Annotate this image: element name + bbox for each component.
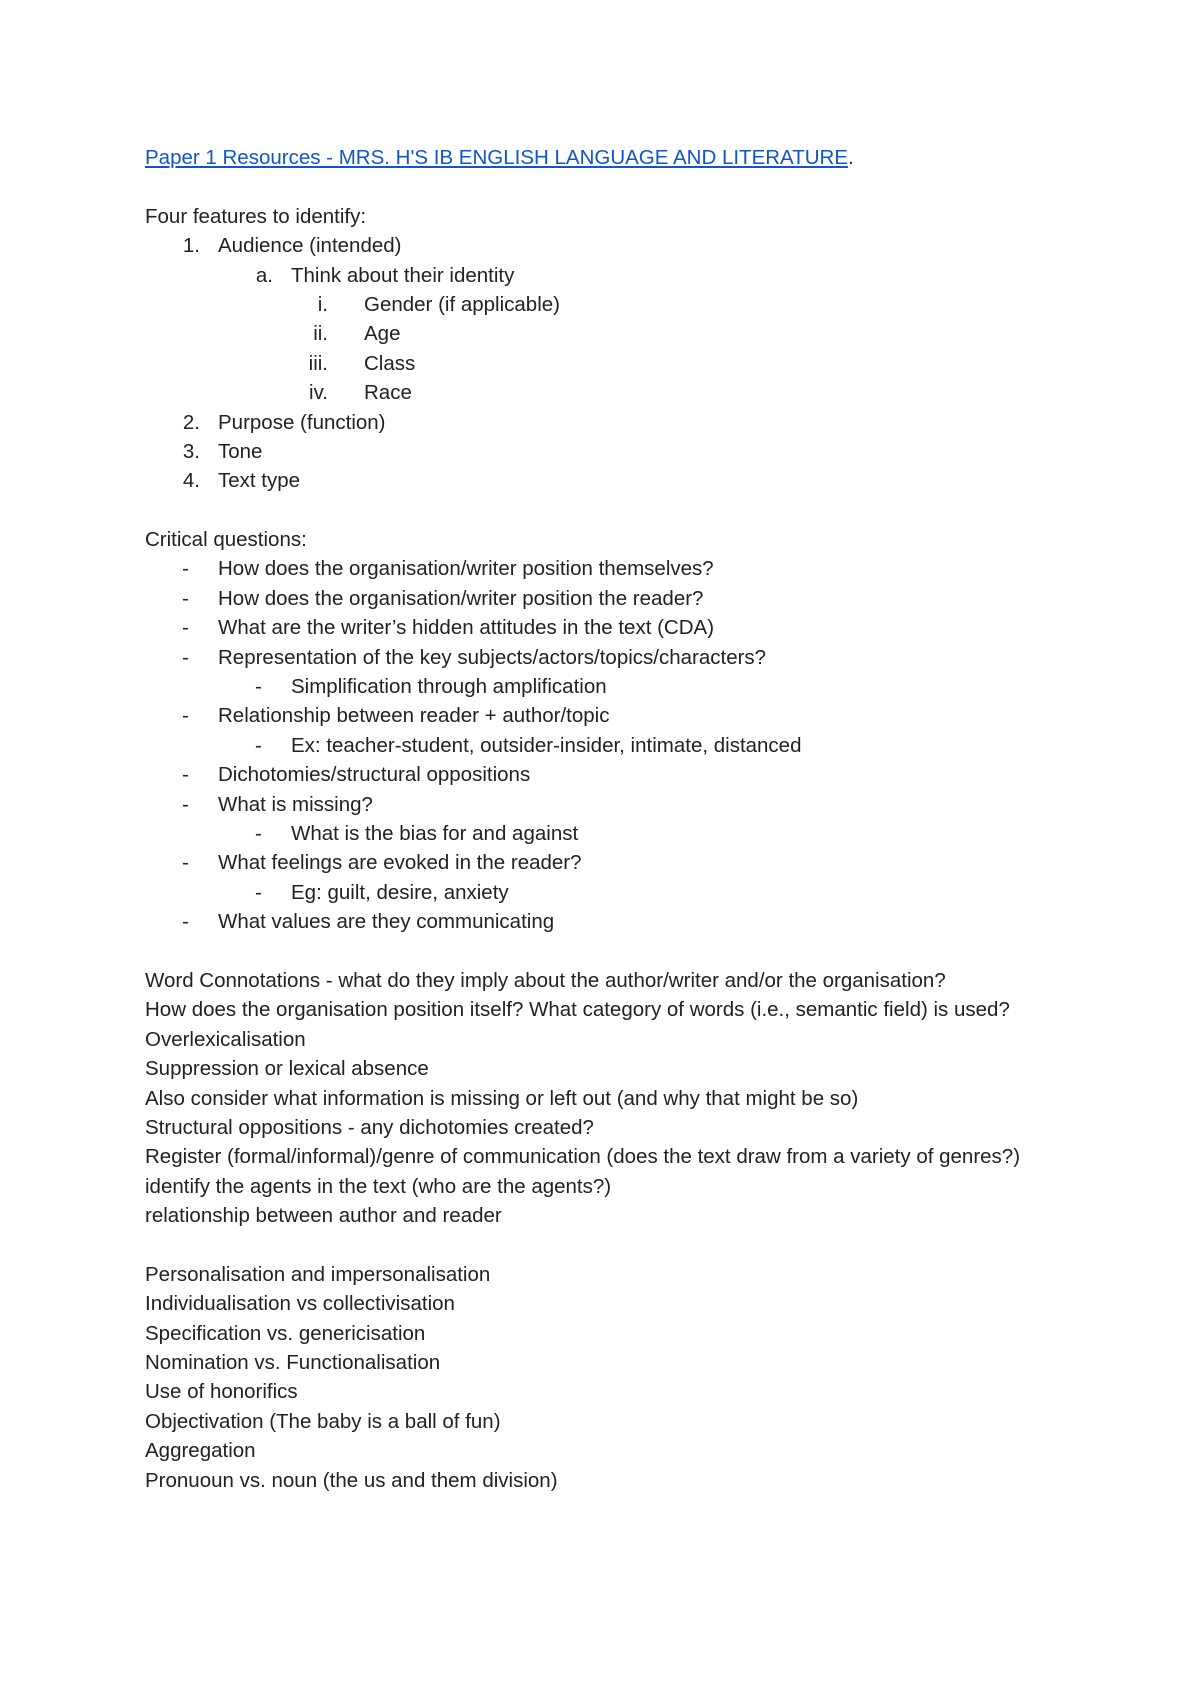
list-item-text: Race bbox=[364, 381, 412, 405]
list-item bbox=[145, 261, 1065, 290]
bullet-text: How does the organisation/writer position the reader? bbox=[218, 586, 704, 610]
list-item-text: Tone bbox=[218, 439, 263, 463]
bullet-text: Relationship between reader + author/topic bbox=[218, 704, 610, 728]
list-marker: 1. bbox=[182, 234, 200, 258]
dash-bullet: - bbox=[255, 733, 262, 757]
resource-link-period: . bbox=[848, 146, 854, 169]
bullet-text: What is missing? bbox=[218, 792, 373, 816]
bullet-text: What are the writer’s hidden attitudes in the text (CDA) bbox=[218, 616, 715, 640]
bullet-item bbox=[145, 760, 1065, 789]
paragraph-line: Individualisation vs collectivisation bbox=[145, 1292, 455, 1316]
bullet-text: What is the bias for and against bbox=[291, 821, 579, 845]
list-item bbox=[145, 408, 1065, 437]
dash-bullet: - bbox=[255, 880, 262, 904]
dash-bullet: - bbox=[182, 910, 189, 934]
sub-bullet-item bbox=[145, 672, 1065, 701]
dash-bullet: - bbox=[182, 792, 189, 816]
bullet-item bbox=[145, 584, 1065, 613]
paragraph-line: identify the agents in the text (who are the agents?) bbox=[145, 1174, 612, 1198]
list-marker: iv. bbox=[309, 381, 328, 405]
list-item-text: Audience (intended) bbox=[218, 234, 402, 258]
paragraph-line: Pronuoun vs. noun (the us and them division) bbox=[145, 1468, 558, 1492]
spacer bbox=[145, 937, 1065, 966]
critical-heading: Critical questions: bbox=[145, 528, 307, 552]
paragraph-line: Structural oppositions - any dichotomies created? bbox=[145, 1115, 594, 1139]
paragraph-line: Suppression or lexical absence bbox=[145, 1057, 429, 1081]
paragraph-line: Nomination vs. Functionalisation bbox=[145, 1351, 441, 1375]
bullet-text: How does the organisation/writer position themselves? bbox=[218, 557, 714, 581]
list-marker: 3. bbox=[182, 439, 200, 463]
bullet-text: Simplification through amplification bbox=[291, 675, 607, 699]
dash-bullet: - bbox=[182, 851, 189, 875]
bullet-text: Eg: guilt, desire, anxiety bbox=[291, 880, 509, 904]
dash-bullet: - bbox=[182, 616, 189, 640]
features-heading: Four features to identify: bbox=[145, 204, 367, 228]
spacer bbox=[145, 172, 1065, 201]
bullet-item bbox=[145, 643, 1065, 672]
list-item-text: Age bbox=[364, 322, 401, 346]
dash-bullet: - bbox=[182, 645, 189, 669]
bullet-item bbox=[145, 613, 1065, 642]
bullet-text: What values are they communicating bbox=[218, 910, 555, 934]
list-item bbox=[145, 378, 1065, 407]
dash-bullet: - bbox=[182, 704, 189, 728]
bullet-text: Dichotomies/structural oppositions bbox=[218, 763, 531, 787]
sub-bullet-item bbox=[145, 731, 1065, 760]
sub-bullet-item bbox=[145, 878, 1065, 907]
resource-link-line bbox=[145, 143, 1065, 172]
list-item bbox=[145, 290, 1065, 319]
list-item-text: Text type bbox=[218, 469, 301, 493]
list-marker: a. bbox=[255, 263, 273, 287]
paragraph-line: Overlexicalisation bbox=[145, 1027, 306, 1051]
bullet-text: Ex: teacher-student, outsider-insider, intimate, distanced bbox=[291, 733, 802, 757]
list-item bbox=[145, 319, 1065, 348]
resource-link[interactable]: Paper 1 Resources - MRS. H'S IB ENGLISH LANGUAGE AND LITERATURE bbox=[145, 146, 849, 169]
bullet-text: What feelings are evoked in the reader? bbox=[218, 851, 582, 875]
paragraph-line: Also consider what information is missing or left out (and why that might be so) bbox=[145, 1086, 859, 1110]
dash-bullet: - bbox=[182, 557, 189, 581]
list-item bbox=[145, 466, 1065, 495]
bullet-text: Representation of the key subjects/actors/topics/characters? bbox=[218, 645, 767, 669]
paragraph-line: Objectivation (The baby is a ball of fun) bbox=[145, 1409, 501, 1433]
spacer bbox=[145, 1230, 1065, 1259]
list-item-text: Purpose (function) bbox=[218, 410, 386, 434]
list-item bbox=[145, 437, 1065, 466]
dash-bullet: - bbox=[255, 821, 262, 845]
dash-bullet: - bbox=[182, 586, 189, 610]
list-marker: iii. bbox=[308, 351, 328, 375]
list-item-text: Class bbox=[364, 351, 416, 375]
bullet-item bbox=[145, 848, 1065, 877]
bullet-item bbox=[145, 554, 1065, 583]
paragraph-line: Specification vs. genericisation bbox=[145, 1321, 426, 1345]
list-item bbox=[145, 231, 1065, 260]
list-item-text: Gender (if applicable) bbox=[364, 292, 560, 316]
paragraph-line: Register (formal/informal)/genre of communication (does the text draw from a variety of genres?) bbox=[145, 1145, 1021, 1169]
sub-bullet-item bbox=[145, 819, 1065, 848]
paragraph-line: relationship between author and reader bbox=[145, 1204, 502, 1228]
list-item-text: Think about their identity bbox=[291, 263, 515, 287]
dash-bullet: - bbox=[255, 675, 262, 699]
paragraph-line: How does the organisation position itself? What category of words (i.e., semantic field) is used? bbox=[145, 998, 1010, 1022]
bullet-item bbox=[145, 701, 1065, 730]
list-marker: i. bbox=[317, 292, 328, 316]
list-marker: 2. bbox=[182, 410, 200, 434]
list-marker: 4. bbox=[182, 469, 200, 493]
spacer bbox=[145, 496, 1065, 525]
dash-bullet: - bbox=[182, 763, 189, 787]
bullet-item bbox=[145, 907, 1065, 936]
document-page bbox=[145, 143, 1065, 1495]
paragraph-line: Aggregation bbox=[145, 1439, 256, 1463]
list-marker: ii. bbox=[313, 322, 328, 346]
paragraph-line: Word Connotations - what do they imply about the author/writer and/or the organisation? bbox=[145, 968, 946, 992]
paragraph-line: Use of honorifics bbox=[145, 1380, 298, 1404]
bullet-item bbox=[145, 790, 1065, 819]
list-item bbox=[145, 349, 1065, 378]
paragraph-line: Personalisation and impersonalisation bbox=[145, 1262, 491, 1286]
